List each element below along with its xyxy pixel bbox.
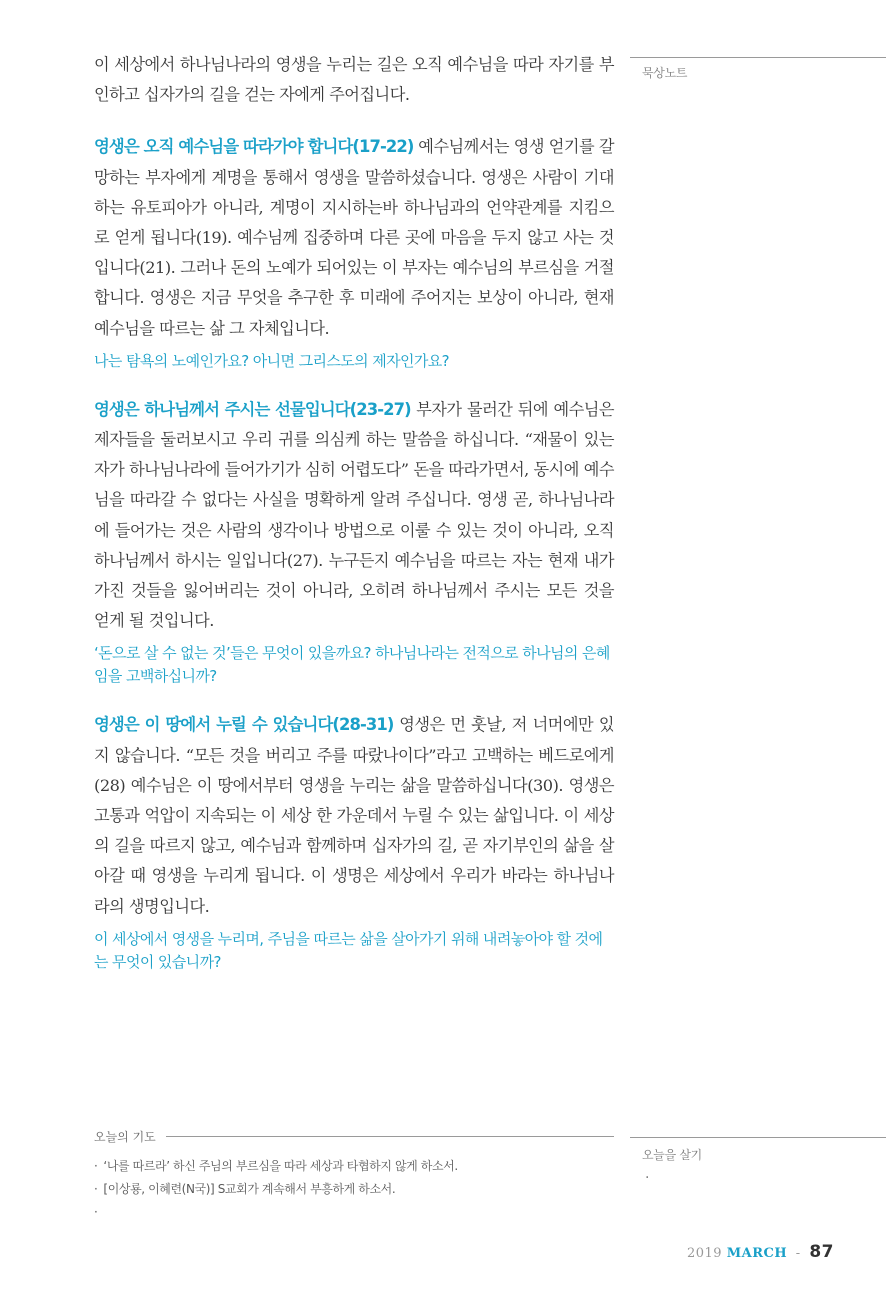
footer-dash: -	[795, 1246, 801, 1261]
meditation-note-label: 묵상노트	[642, 66, 688, 80]
footer-year: 2019	[686, 1246, 723, 1261]
prayer-rule	[166, 1136, 614, 1137]
section-1-heading: 영생은 오직 예수님을 따라가야 합니다(17-22)	[94, 137, 414, 157]
prayer-item: · [이상룡, 이혜련(N국)] S교회가 계속해서 부흥하게 하소서.	[94, 1182, 396, 1196]
page-number: 87	[809, 1242, 834, 1262]
prayer-section	[94, 1128, 614, 1224]
prayer-header	[94, 1128, 614, 1145]
section-3-paragraph	[94, 710, 614, 921]
bullet-icon: ·	[94, 1205, 98, 1219]
prayer-list	[94, 1155, 614, 1224]
prayer-item	[94, 1201, 614, 1224]
section-3-body: 영생은 먼 훗날, 저 너머에만 있지 않습니다. “모든 것을 버리고 주를 따랐나이다”라고 고백하는 베드로에게(28) 예수님은 이 땅에서부터 영생을 누리는 삶을 말씀하십니다(30). 영생은 고통과 억압이 지속되는 이 세상 한 가운데서 누릴 수 있는 삶입니다. 이 세상의 길을 따르지 않고, 예수님과 함께하며 십자가의 길, 곧 자기부인의 삶을 살아갈 때 영생을 누리게 됩니다. 이 생명은 세상에서 우리가 바라는 하나님나라의 생명입니다.	[94, 715, 615, 916]
section-2-heading: 영생은 하나님께서 주시는 선물입니다(23-27)	[94, 399, 411, 419]
section-1-question: 나는 탐욕의 노예인가요? 아니면 그리스도의 제자인가요?	[94, 351, 450, 370]
prayer-title: 오늘의 기도	[94, 1130, 156, 1144]
live-today-label: 오늘을 살기	[642, 1148, 702, 1162]
section-3-question: 이 세상에서 영생을 누리며, 주님을 따르는 삶을 살아가기 위해 내려놓아야 할 것에는 무엇이 있습니까?	[94, 929, 603, 971]
intro-paragraph: 이 세상에서 하나님나라의 영생을 누리는 길은 오직 예수님을 따라 자기를 부인하고 십자가의 길을 걷는 자에게 주어집니다.	[94, 55, 614, 105]
live-today-bullet: ·	[645, 1170, 650, 1186]
bullet-icon: ·	[94, 1182, 98, 1196]
section-2-paragraph	[94, 395, 614, 637]
article-body	[94, 50, 614, 974]
footer-month: MARCH	[726, 1246, 788, 1261]
section-3-heading: 영생은 이 땅에서 누릴 수 있습니다(28-31)	[94, 715, 394, 735]
page-footer	[687, 1242, 834, 1262]
section-1-body: 예수님께서는 영생 얻기를 갈망하는 부자에게 계명을 통해서 영생을 말씀하셨습니다. 영생은 사람이 기대하는 유토피아가 아니라, 계명이 지시하는바 하나님과의 언약관계를 지킴으로 얻게 됩니다(19). 예수님께 집중하며 다른 곳에 마음을 두지 않고 사는 것입니다(21). 그러나 돈의 노예가 되어있는 이 부자는 예수님의 부르심을 거절합니다. 영생은 지금 무엇을 추구한 후 미래에 주어지는 보상이 아니라, 현재 예수님을 따르는 삶 그 자체입니다.	[94, 137, 614, 338]
section-2-question: ‘돈으로 살 수 없는 것’들은 무엇이 있을까요? 하나님나라는 전적으로 하나님의 은혜임을 고백하십니까?	[94, 644, 610, 686]
prayer-item: · ‘나를 따르라’ 하신 주님의 부르심을 따라 세상과 타협하지 않게 하소서.	[94, 1159, 458, 1173]
live-today-rule	[630, 1137, 886, 1138]
meditation-note-rule	[630, 57, 886, 58]
section-2-body: 부자가 물러간 뒤에 예수님은 제자들을 둘러보시고 우리 귀를 의심케 하는 말씀을 하십니다. “재물이 있는 자가 하나님나라에 들어가기가 심히 어렵도다” 돈을 따라가면서, 동시에 예수님을 따라갈 수 없다는 사실을 명확하게 알려 주십니다. 영생 곧, 하나님나라에 들어가는 것은 사람의 생각이나 방법으로 이룰 수 있는 것이 아니라, 오직 하나님께서 하시는 일입니다(27). 누구든지 예수님을 따르는 자는 현재 내가 가진 것들을 잃어버리는 것이 아니라, 오히려 하나님께서 주시는 모든 것을 얻게 될 것입니다.	[94, 399, 614, 631]
section-1-paragraph	[94, 132, 614, 343]
bullet-icon: ·	[94, 1159, 98, 1173]
